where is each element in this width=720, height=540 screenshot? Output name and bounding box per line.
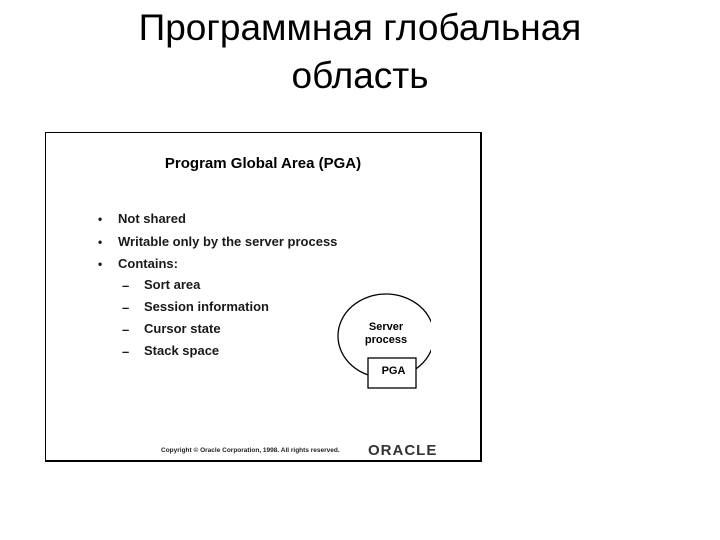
bullet-item — [96, 210, 337, 233]
server-process-label — [356, 321, 416, 347]
bullet-text: Contains: — [118, 256, 178, 271]
inner-heading: Program Global Area (PGA) — [164, 155, 362, 172]
dash-mark: – — [122, 300, 130, 315]
slide-title-line1: Программная глобальная — [138, 7, 582, 48]
server-label-line1: Server — [368, 321, 404, 333]
sub-item — [122, 298, 269, 320]
bullet-item — [96, 233, 337, 256]
bullet-mark: • — [98, 234, 103, 249]
sub-item — [122, 342, 269, 364]
bullet-mark: • — [98, 257, 103, 271]
sub-item-list — [122, 276, 269, 364]
dash-mark: – — [122, 322, 130, 337]
dash-mark: – — [122, 344, 130, 359]
dash-mark: – — [122, 278, 130, 293]
server-label-line2: process — [364, 334, 408, 346]
sub-item-text: Sort area — [144, 277, 201, 292]
bullet-list — [96, 210, 337, 278]
sub-item-text: Session information — [144, 299, 269, 314]
pga-label: PGA — [381, 365, 406, 377]
bullet-item — [96, 255, 337, 278]
slide-title — [0, 4, 720, 100]
bullet-text: Not shared — [118, 211, 186, 226]
slide-title-line2: область — [291, 55, 429, 96]
sub-item — [122, 276, 269, 298]
sub-item-text: Cursor state — [144, 321, 221, 336]
bullet-text: Writable only by the server process — [118, 233, 338, 249]
bullet-mark: • — [98, 212, 103, 226]
slide-image-frame — [45, 132, 482, 462]
sub-item-text: Stack space — [144, 343, 220, 358]
copyright-notice: Copyright © Oracle Corporation, 1998. All rights reserved. — [161, 447, 340, 454]
sub-item — [122, 320, 269, 342]
oracle-logo: ORACLE — [368, 442, 438, 459]
